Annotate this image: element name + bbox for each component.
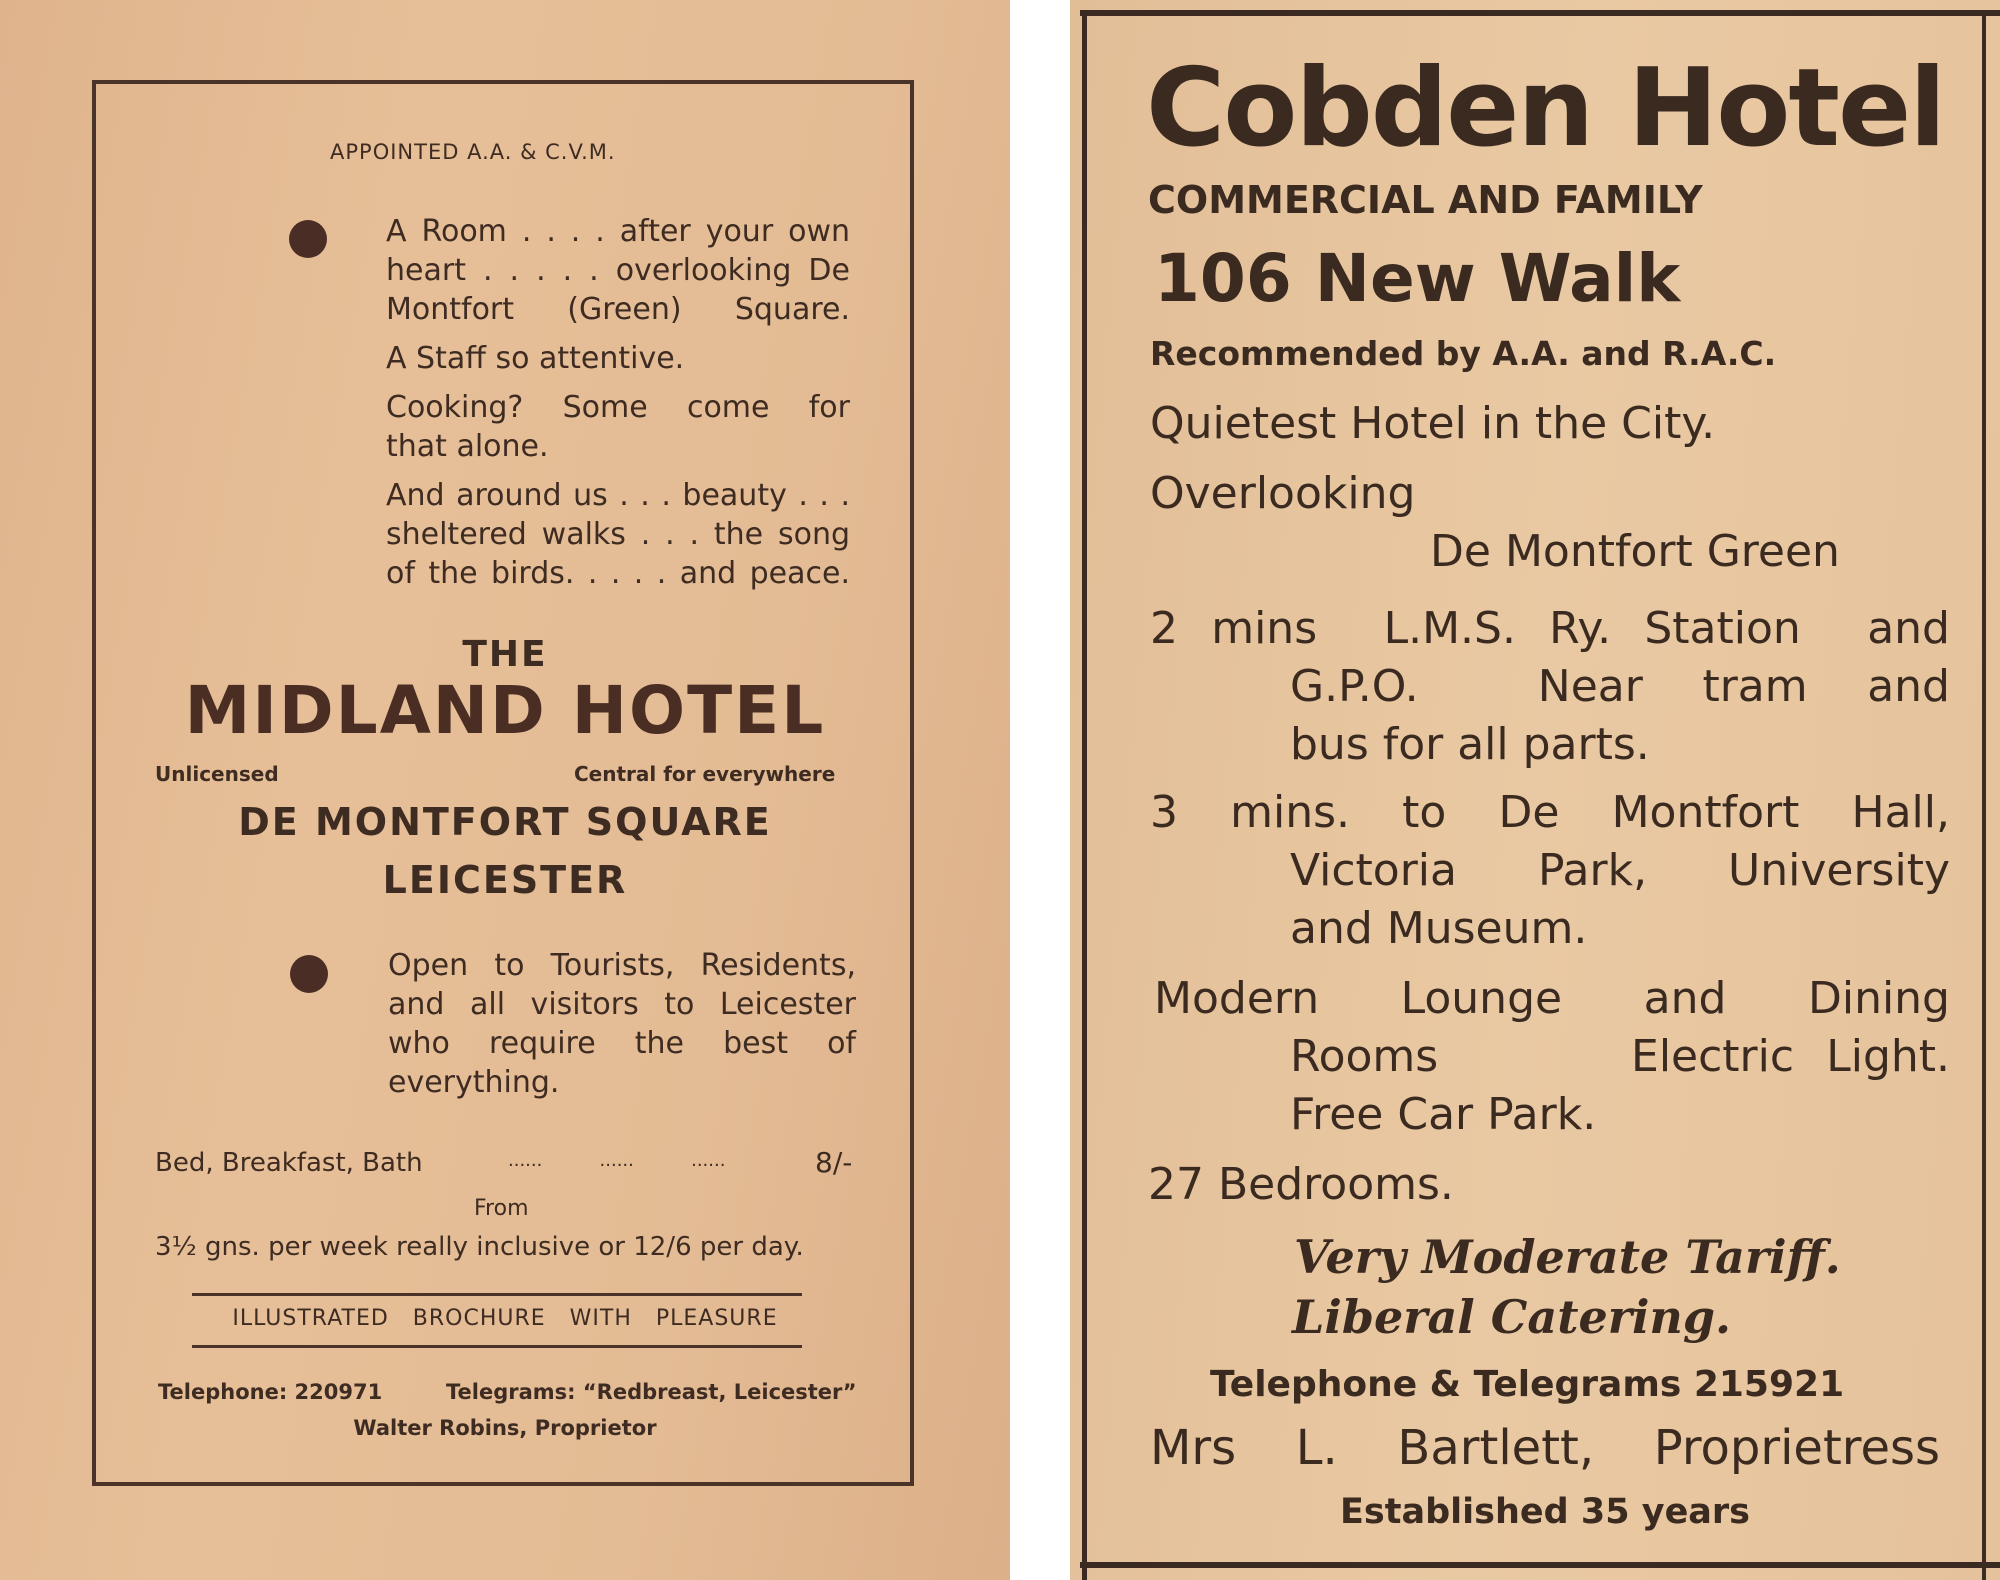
overlooking-text: Overlooking (1150, 468, 1416, 519)
advert-border-right (1982, 10, 1986, 1580)
divider (192, 1345, 802, 1348)
weekly-rate: 3½ gns. per week really inclusive or 12/6 per day. (155, 1232, 804, 1262)
station-line-3: bus for all parts. (1290, 719, 1650, 770)
intro-line: A Staff so attentive. (386, 341, 685, 376)
proprietor-text: Walter Robins, Proprietor (353, 1416, 657, 1440)
telephone-text: Telephone & Telegrams 215921 (1210, 1364, 1845, 1405)
telegrams-text: Telegrams: “Redbreast, Leicester” (446, 1380, 857, 1404)
open-line: Open to Tourists, Residents, (388, 948, 856, 983)
hall-line-1: 3 mins. to De Montfort Hall, (1150, 787, 1950, 838)
intro-line: that alone. (386, 429, 549, 464)
lounge-line-2: Rooms Electric Light. (1290, 1031, 1950, 1082)
established-text: Established 35 years (1340, 1492, 1751, 1532)
hotel-type: COMMERCIAL AND FAMILY (1148, 178, 1703, 222)
advert-border-left (1082, 10, 1087, 1580)
catering-text: Liberal Catering. (1292, 1290, 1732, 1344)
intro-line: sheltered walks . . . the song (386, 517, 850, 552)
advert-border-bottom (1080, 1562, 2000, 1568)
central-text: Central for everywhere (574, 762, 836, 786)
station-line-1: 2 mins L.M.S. Ry. Station and (1150, 603, 1950, 654)
intro-text (386, 212, 850, 593)
open-line: and all visitors to Leicester (388, 987, 856, 1022)
intro-line: of the birds. . . . . and peace. (386, 556, 850, 591)
tariff-text: Very Moderate Tariff. (1294, 1230, 1841, 1284)
recommended-text: Recommended by A.A. and R.A.C. (1150, 334, 1777, 373)
hotel-name: MIDLAND HOTEL (184, 672, 826, 749)
rate-label: Bed, Breakfast, Bath (155, 1148, 423, 1178)
hall-line-2: Victoria Park, University (1290, 845, 1950, 896)
bedrooms-text: 27 Bedrooms. (1148, 1159, 1454, 1210)
appointed-text: APPOINTED A.A. & C.V.M. (330, 140, 616, 164)
divider (192, 1293, 802, 1296)
bullet-icon (289, 220, 327, 258)
rate-dots: ...... ...... ...... (508, 1150, 726, 1171)
intro-line: A Room . . . . after your own (386, 214, 850, 249)
quietest-text: Quietest Hotel in the City. (1150, 398, 1716, 449)
square-heading: DE MONTFORT SQUARE (238, 800, 772, 844)
lounge-line-3: Free Car Park. (1290, 1089, 1597, 1140)
intro-line: Cooking? Some come for (386, 390, 850, 425)
green-text: De Montfort Green (1430, 526, 1840, 577)
cobden-hotel-advert (1070, 0, 2000, 1580)
telephone-text: Telephone: 220971 (158, 1380, 383, 1404)
intro-line: Montfort (Green) Square. (386, 292, 850, 327)
proprietress-text: Mrs L. Bartlett, Proprietress (1150, 1420, 1940, 1476)
station-line-2: G.P.O. Near tram and (1290, 661, 1950, 712)
rate-value: 8/- (815, 1146, 853, 1179)
brochure-text: ILLUSTRATED BROCHURE WITH PLEASURE (232, 1306, 778, 1331)
open-line: everything. (388, 1065, 560, 1100)
intro-line: And around us . . . beauty . . . (386, 478, 850, 513)
hotel-name: Cobden Hotel (1146, 46, 1945, 171)
hall-line-3: and Museum. (1290, 903, 1588, 954)
open-line: who require the best of (388, 1026, 856, 1061)
the-heading: THE (462, 634, 548, 675)
lounge-line-1: Modern Lounge and Dining (1154, 973, 1950, 1024)
advert-border-top (1080, 10, 2000, 16)
intro-line: heart . . . . . overlooking De (386, 253, 850, 288)
city-heading: LEICESTER (382, 858, 628, 902)
bullet-icon (290, 955, 328, 993)
address: 106 New Walk (1154, 240, 1681, 317)
from-text: From (474, 1196, 529, 1221)
unlicensed-text: Unlicensed (155, 762, 279, 786)
open-text (388, 946, 856, 1102)
